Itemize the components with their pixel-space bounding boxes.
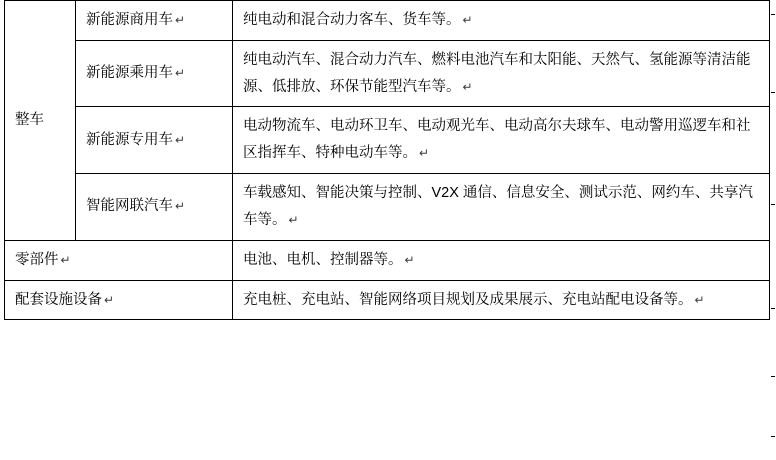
subcategory-cell (76, 40, 233, 107)
category-cell-vehicle (5, 1, 76, 241)
subcategory-label: 新能源乘用车 (86, 65, 173, 82)
pilcrow-mark: ↵ (60, 252, 71, 267)
description-text: 车载感知、智能决策与控制、V2X 通信、信息安全、测试示范、网约车、共享汽车等。 (243, 185, 753, 228)
table-row (5, 280, 770, 320)
description-cell (233, 240, 770, 280)
table-row (5, 174, 770, 241)
content-table (4, 0, 770, 320)
pilcrow-mark: ↵ (694, 292, 705, 307)
pilcrow-mark: ↵ (404, 252, 415, 267)
table-row (5, 1, 770, 41)
page-edge-mark (771, 376, 775, 377)
category-label: 整车 (15, 111, 44, 128)
description-cell (233, 107, 770, 174)
description-cell (233, 280, 770, 320)
table-row (5, 240, 770, 280)
subcategory-label: 智能网联汽车 (86, 198, 173, 215)
page-edge-mark (771, 204, 775, 205)
table-body (5, 1, 770, 320)
table-row (5, 107, 770, 174)
page-edge-mark (771, 436, 775, 437)
pilcrow-mark: ↵ (175, 132, 186, 147)
pilcrow-mark: ↵ (175, 13, 186, 27)
subcategory-label: 新能源专用车 (86, 131, 173, 148)
subcategory-label: 新能源商用车 (86, 12, 173, 28)
table-row (5, 40, 770, 107)
description-cell (233, 174, 770, 241)
category-label: 配套设施设备 (15, 291, 102, 308)
subcategory-cell (76, 174, 233, 241)
pilcrow-mark: ↵ (419, 146, 430, 161)
pilcrow-mark: ↵ (462, 13, 473, 27)
subcategory-cell (76, 107, 233, 174)
description-cell (233, 1, 770, 41)
description-text: 充电桩、充电站、智能网络项目规划及成果展示、充电站配电设备等。 (243, 291, 693, 308)
category-cell-facilities (5, 280, 233, 320)
page-edge-mark (771, 308, 775, 309)
category-label: 零部件 (15, 251, 59, 268)
description-text: 纯电动和混合动力客车、货车等。 (243, 12, 461, 28)
description-cell (233, 40, 770, 107)
subcategory-cell (76, 1, 233, 41)
description-text: 电池、电机、控制器等。 (243, 251, 403, 268)
page-edge-mark (771, 92, 775, 93)
pilcrow-mark: ↵ (288, 212, 299, 227)
description-text: 纯电动汽车、混合动力汽车、燃料电池汽车和太阳能、天然气、氢能源等清洁能源、低排放、环保节能型汽车等。 (243, 51, 751, 95)
pilcrow-mark: ↵ (175, 66, 186, 81)
description-text: 电动物流车、电动环卫车、电动观光车、电动高尔夫球车、电动警用巡逻车和社区指挥车、特种电动车等。 (243, 118, 751, 162)
page-edge-mark (771, 14, 775, 15)
category-cell-parts (5, 240, 233, 280)
pilcrow-mark: ↵ (104, 292, 115, 307)
pilcrow-mark: ↵ (462, 79, 473, 94)
pilcrow-mark: ↵ (175, 199, 186, 214)
